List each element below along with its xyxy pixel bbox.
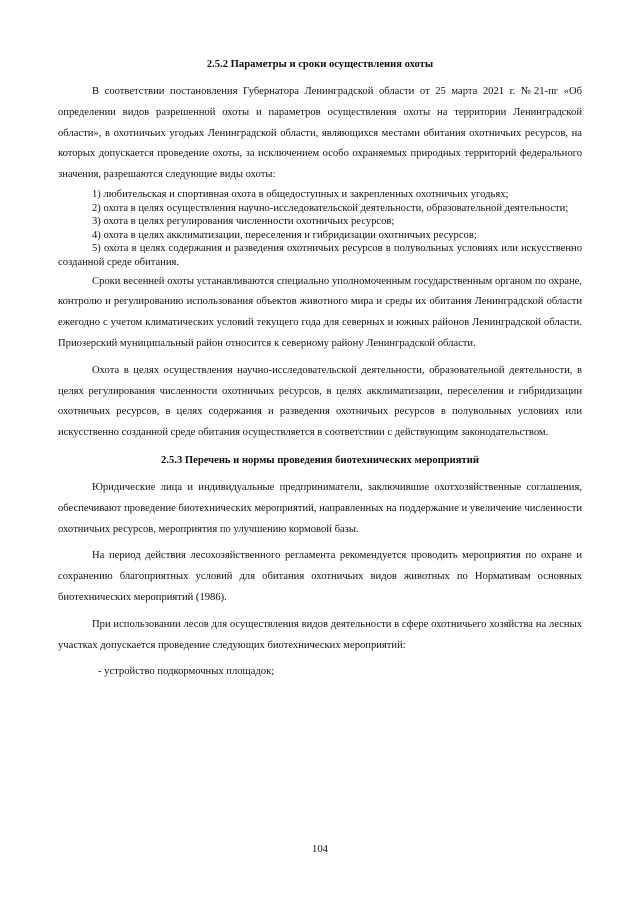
paragraph-legal-entities: Юридические лица и индивидуальные предприниматели, заключившие охотхозяйственные соглашения, обеспечивают проведение биотехнических мероприятий, направленных на поддержание и увеличение численности охотничьих ресурсов, мероприятия по улучшению кормовой базы. [58, 481, 582, 535]
list-item: 4) охота в целях акклиматизации, переселения и гибридизации охотничьих ресурсов; [92, 229, 477, 241]
paragraph-forest-use: При использовании лесов для осуществления видов деятельности в сфере охотничьего хозяйства на лесных участках допускается проведение следующих биотехнических мероприятий: [58, 618, 582, 651]
list-item: 5) охота в целях содержания и разведения охотничьих ресурсов в полувольных условиях или искусственно созданной среде обитания. [58, 243, 582, 268]
paragraph-research-hunting: Охота в целях осуществления научно-исследовательской деятельности, образовательной деятельности, в целях регулирования численности охотничьих ресурсов, в целях акклиматизации, переселения и гибридизации охотничьих ресурсов, в целях содержания и разведения охотничьих ресурсов в полувольных условиях или искусственно созданной среде обитания осуществляется в соответствии с действующим законодательством. [58, 364, 582, 439]
list-item: 3) охота в целях регулирования численности охотничьих ресурсов; [92, 216, 395, 228]
list-item: 1) любительская и спортивная охота в общедоступных и закрепленных охотничьих угодьях; [92, 188, 509, 200]
page-content [58, 58, 582, 683]
section-heading-biotech: 2.5.3 Перечень и нормы проведения биотехнических мероприятий [161, 454, 479, 466]
section-heading-hunting-params: 2.5.2 Параметры и сроки осуществления охоты [206, 59, 434, 70]
paragraph-regulation-period: На период действия лесохозяйственного регламента рекомендуется проводить мероприятия по охране и сохранению благоприятных условий для обитания охотничьих видов животных по Нормативам основных биотехнических мероприятий (1986). [58, 550, 582, 603]
paragraph-spring-hunting: Сроки весенней охоты устанавливаются специально уполномоченным государственным органом по охране, контролю и регулированию использования объектов животного мира и среды их обитания Ленинградской области ежегодно с учетом климатических условий текущего года для северных и южных районов Ленинградской области. Приозерский муниципальный район относится к северному району Ленинградской области. [58, 275, 582, 349]
list-item: 2) охота в целях осуществления научно-исследовательской деятельности, образовательной деятельности; [92, 202, 569, 214]
paragraph-intro: В соответствии постановления Губернатора Ленинградской области от 25 марта 2021 г. №21-пг «Об определении видов разрешенной охоты и параметров осуществления охоты на территории Ленинградской области», в охотничьих угодьях Ленинградской области, являющихся местами обитания охотничьих ресурсов, на которых допускается проведение охоты, за исключением особо охраняемых природных территорий федерального значения, разрешаются следующие виды охоты: [58, 86, 582, 181]
page-number: 104 [312, 844, 328, 855]
list-item: - устройство подкормочных площадок; [98, 666, 275, 678]
